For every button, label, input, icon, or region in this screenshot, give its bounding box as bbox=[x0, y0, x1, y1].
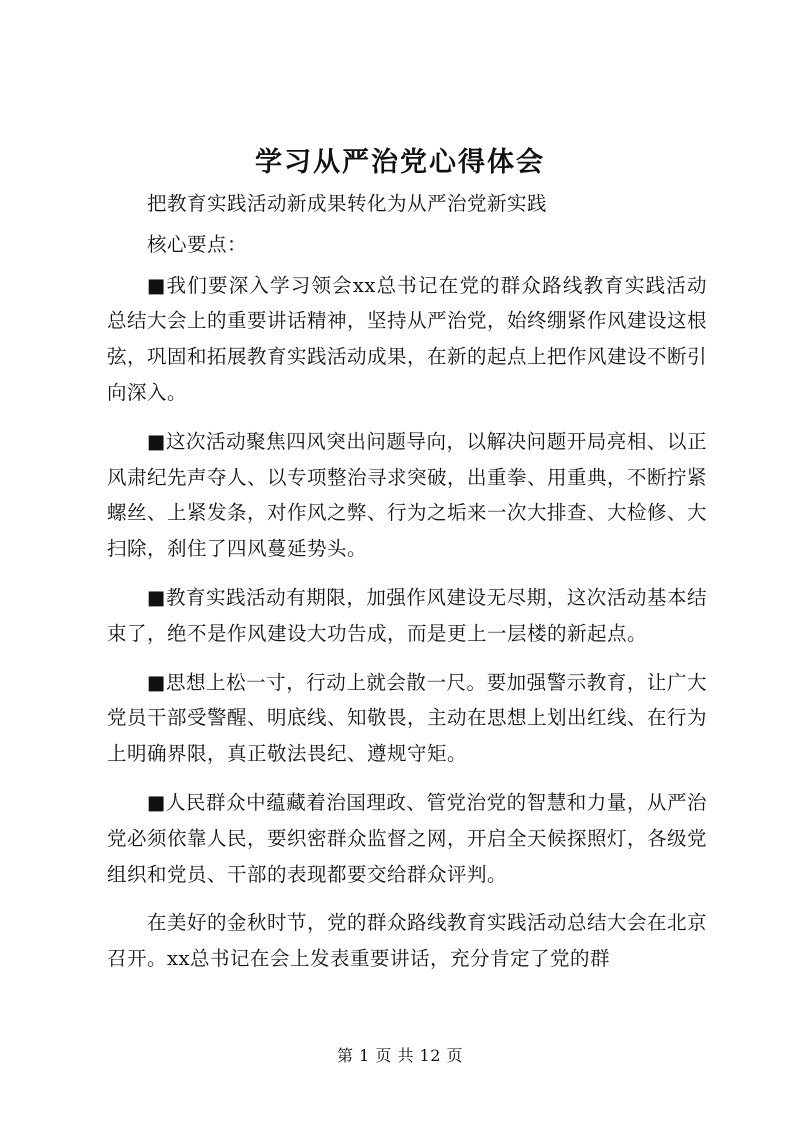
paragraph-point-3: ■教育实践活动有期限，加强作风建设无尽期，这次活动基本结束了，绝不是作风建设大功告成，而是更上一层楼的新起点。 bbox=[107, 585, 707, 645]
page-number-footer: 第 1 页 共 12 页 bbox=[337, 1046, 463, 1065]
paragraph-subtitle: 把教育实践活动新成果转化为从严治党新实践 bbox=[147, 192, 548, 215]
paragraph-point-2: ■这次活动聚焦四风突出问题导向，以解决问题开局亮相、以正风肃纪先声夺人、以专项整治寻求突破，出重拳、用重典，不断拧紧螺丝、上紧发条，对作风之弊、行为之垢来一次大排查、大检修、大扫除，刹住了四风蔓延势头。 bbox=[107, 429, 708, 561]
paragraph-point-4: ■思想上松一寸，行动上就会散一尺。要加强警示教育，让广大党员干部受警醒、明底线、知敬畏，主动在思想上划出红线、在行为上明确界限，真正敬法畏纪、遵规守矩。 bbox=[107, 670, 708, 766]
document-body bbox=[107, 186, 707, 990]
document-title: 学习从严治党心得体会 bbox=[255, 147, 545, 178]
paragraph-intro: 在美好的金秋时节，党的群众路线教育实践活动总结大会在北京召开。xx总书记在会上发表重要讲话，充分肯定了党的群 bbox=[107, 911, 708, 971]
paragraph-point-5: ■人民群众中蕴藏着治国理政、管党治党的智慧和力量，从严治党必须依靠人民，要织密群众监督之网，开启全天候探照灯，各级党组织和党员、干部的表现都要交给群众评判。 bbox=[107, 790, 708, 886]
paragraph-key-points-label: 核心要点： bbox=[147, 232, 248, 256]
paragraph-point-1: ■我们要深入学习领会xx总书记在党的群众路线教育实践活动总结大会上的重要讲话精神，坚持从严治党，始终绷紧作风建设这根弦，巩固和拓展教育实践活动成果，在新的起点上把作风建设不断引向深入。 bbox=[107, 273, 708, 404]
